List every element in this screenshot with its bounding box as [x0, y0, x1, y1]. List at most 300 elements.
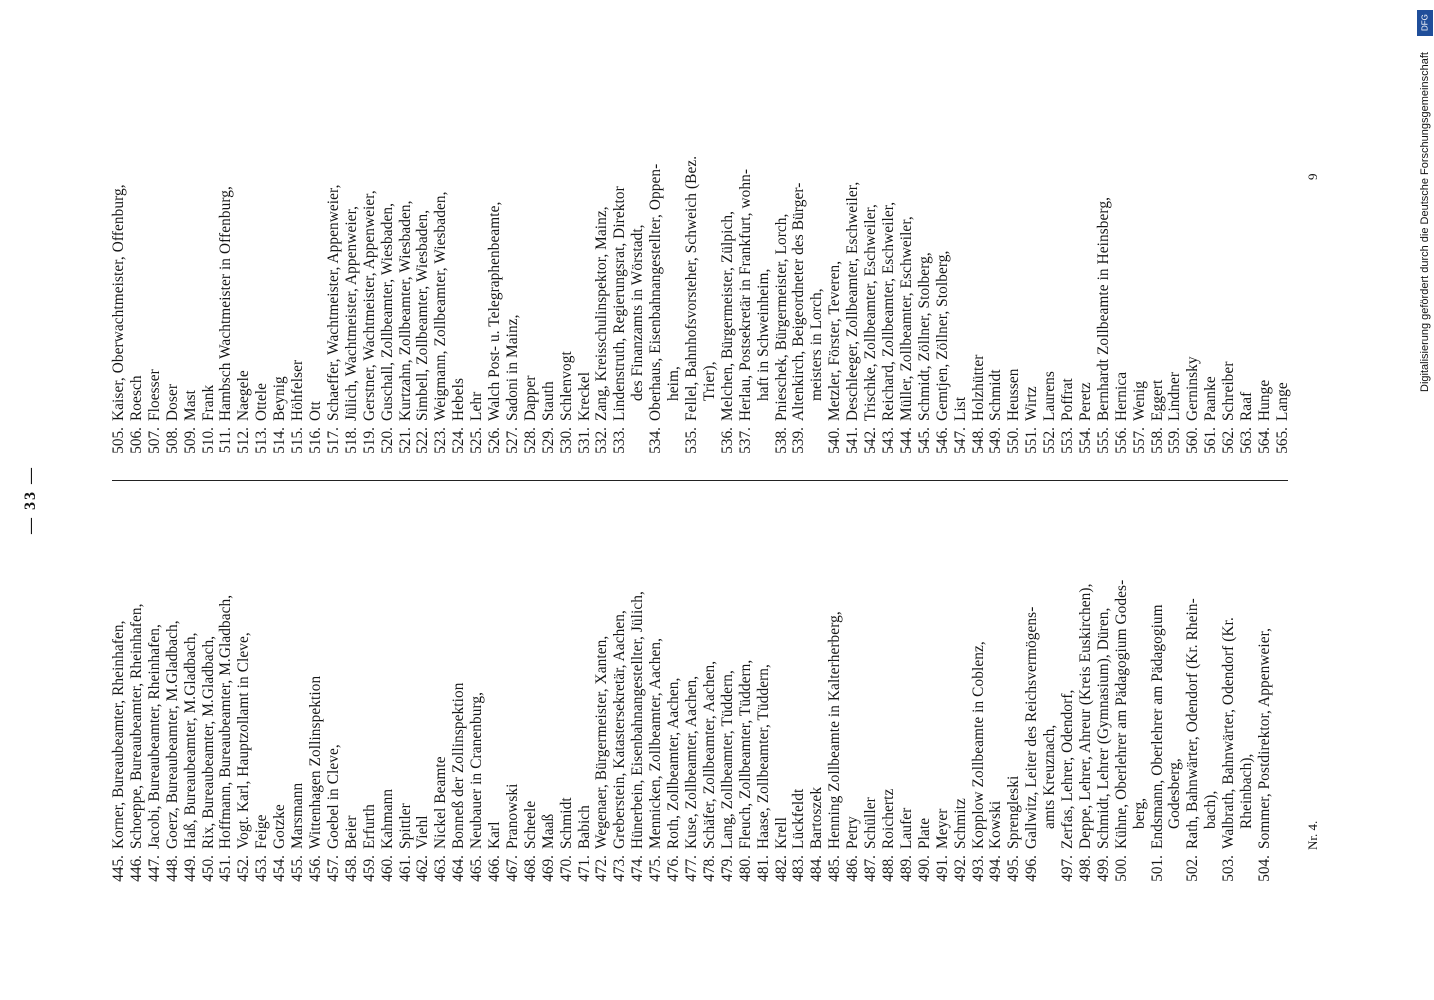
entry-text: Scheele [521, 800, 539, 849]
entry-row [1041, 57, 1059, 467]
entry-number: 524. [450, 427, 468, 454]
entry-row [701, 57, 719, 467]
entry-row [432, 57, 450, 467]
entry-number: 506. [127, 427, 145, 454]
entry-number: 459. [360, 855, 378, 882]
entry-number: 466. [486, 855, 504, 882]
entry-text: Naegele [235, 370, 253, 421]
entry-number: 538. [772, 427, 790, 454]
entry-row [1238, 57, 1256, 467]
entry-number: 537. [736, 427, 754, 454]
entry-row [647, 57, 665, 467]
entry-row [235, 57, 253, 467]
footer-signature-mark: 9 [1305, 173, 1320, 180]
entry-row [629, 57, 647, 467]
entry-text: Sprengleski [1005, 775, 1023, 849]
entry-row [361, 57, 379, 467]
entry-text: Ottele [253, 383, 271, 421]
entry-text: Reichard, Zollbeamter, Eschweiler, [879, 201, 897, 421]
entry-number: 507. [145, 427, 163, 454]
entry-number: 520. [378, 427, 396, 454]
entry-text: Schäfer, Zollbeamter, Aachen, [700, 660, 718, 849]
entry-text: Poffrat [1059, 378, 1077, 421]
entry-row [146, 57, 164, 467]
entry-number: 469. [539, 855, 557, 882]
entry-row [1113, 485, 1131, 895]
entry-text: Deschleeger, Zollbeamter, Eschweiler, [844, 181, 862, 421]
entry-row [110, 57, 128, 467]
entry-text: Wegenaer, Bürgermeister, Xanten, [593, 635, 611, 849]
entry-row [307, 57, 325, 467]
entry-row [200, 57, 218, 467]
entry-number: 535. [683, 427, 700, 454]
entry-text: Jülich, Wachtmeister, Appenweier, [342, 205, 360, 421]
entry-number: 484. [808, 855, 826, 882]
entry-row [1220, 485, 1238, 895]
entry-number: 467. [503, 855, 521, 882]
entry-row [200, 485, 218, 895]
entry-row [1023, 485, 1041, 895]
entry-row [1059, 57, 1077, 467]
entry-row [862, 57, 880, 467]
entry-text: List [951, 396, 969, 421]
entry-text: Bartoszek [808, 786, 826, 849]
entry-number: 550. [1005, 427, 1023, 454]
entry-number [1131, 849, 1149, 895]
entry-number: 483. [790, 855, 808, 882]
entry-number: 529. [539, 427, 557, 454]
entry-text: Gotzke [271, 804, 289, 849]
entry-row [128, 485, 146, 895]
entry-number: 460. [378, 855, 396, 882]
entry-number: 461. [396, 855, 414, 882]
entry-text: haft in Schweinheim, [754, 268, 772, 401]
entry-row [1131, 485, 1149, 895]
entry-row [629, 485, 647, 895]
entry-text: Kaiser, Oberwachtmeister, Offenburg, [110, 184, 127, 421]
entry-row [325, 57, 343, 467]
entry-row [576, 57, 594, 467]
entry-row [701, 485, 719, 895]
entry-row [1149, 57, 1167, 467]
entry-number: 478. [700, 855, 718, 882]
entry-text: Walch Post- u. Telegraphenbeamte, [486, 201, 504, 421]
entry-number: 544. [897, 427, 915, 454]
entry-text: Guschall, Zollbeamter, Wiesbaden, [378, 202, 396, 421]
entry-text: Zerfas, Lehrer, Odendorf, [1059, 689, 1077, 849]
entry-text: Plate [915, 817, 933, 849]
entry-row [1184, 485, 1202, 895]
entry-row [289, 485, 307, 895]
entry-text: Hernica [1112, 371, 1130, 421]
entry-row [1166, 57, 1184, 467]
entry-row [1184, 57, 1202, 467]
entry-number: 499. [1094, 855, 1112, 882]
entry-number: 505. [110, 427, 127, 454]
entry-row [593, 485, 611, 895]
entry-row [1005, 57, 1023, 467]
entry-row [146, 485, 164, 895]
entry-row [397, 57, 415, 467]
entry-text: Kurtzahn, Zollbeamter, Wiesbaden, [396, 200, 414, 421]
entry-text: Lindner [1166, 371, 1184, 421]
entry-list-left [110, 485, 1274, 895]
entry-number: 452. [235, 855, 253, 882]
entry-text: Feige [253, 814, 271, 849]
entry-text: Haß, Bureaubeamter, M.Gladbach, [181, 632, 199, 849]
entry-text: Schoeppe, Bureaubeamter, Rheinhafen, [127, 603, 145, 849]
entry-text: Babich [575, 805, 593, 849]
entry-number: 521. [396, 427, 414, 454]
entry-number: 533. [611, 427, 629, 454]
entry-row [611, 57, 629, 467]
entry-text: Pnieschek, Bürgermeister, Lorch, [772, 213, 790, 421]
entry-row [540, 57, 558, 467]
entry-row [217, 485, 235, 895]
entry-text: Höhfelser [289, 359, 307, 421]
entry-text: Haase, Zollbeamter, Tüddern, [754, 664, 772, 849]
entry-text: Jacobi, Bureaubeamter, Rheinhafen, [145, 624, 163, 849]
entry-number: 486. [844, 855, 862, 882]
entry-number: 522. [414, 427, 432, 454]
entry-number [1041, 849, 1059, 895]
entry-row [719, 485, 737, 895]
entry-text: Wittenhagen Zollinspektion [306, 675, 324, 849]
entry-row [898, 57, 916, 467]
entry-text: Rix, Bureaubeamter, M.Gladbach, [199, 635, 217, 849]
entry-row [343, 57, 361, 467]
entry-text: Frank [199, 384, 217, 421]
entry-number: 458. [342, 855, 360, 882]
entry-number: 450. [199, 855, 217, 882]
entry-text: Schlenvogt [557, 351, 575, 421]
entry-text: Gerninsky [1184, 356, 1202, 421]
entry-number [1238, 849, 1256, 895]
entry-text: Gemtjen, Zöllner, Stolberg, [933, 250, 951, 421]
entry-row [916, 485, 934, 895]
entry-row [647, 485, 665, 895]
entry-row [1149, 485, 1167, 895]
entry-number: 473. [611, 855, 629, 882]
entry-number: 562. [1220, 427, 1238, 454]
entry-text: Korner, Bureaubeamter, Rheinhafen, [110, 620, 127, 849]
entry-number: 545. [915, 427, 933, 454]
entry-row [576, 485, 594, 895]
entry-number: 488. [879, 855, 897, 882]
entry-row [1023, 57, 1041, 467]
entry-row [934, 57, 952, 467]
entry-number: 482. [772, 855, 790, 882]
entry-text: Kahmann [378, 788, 396, 849]
entry-number [1166, 849, 1184, 895]
entry-row [916, 57, 934, 467]
entry-row [182, 57, 200, 467]
digitization-credit: Digitalisierung gefördert durch die Deutsche Forschungsgemeinschaft [1419, 52, 1431, 392]
entry-number: 477. [683, 855, 700, 882]
entry-text: Dapper [521, 375, 539, 421]
column-divider [112, 480, 1288, 481]
entry-number: 549. [987, 427, 1005, 454]
entry-row [325, 485, 343, 895]
entry-row [1220, 57, 1238, 467]
entry-text: Schmidt [557, 797, 575, 849]
entry-text: Petry [844, 816, 862, 849]
footer-issue-number: Nr. 4. [1305, 820, 1320, 850]
entry-row [397, 485, 415, 895]
entry-text: Viehl [414, 815, 432, 849]
entry-row [253, 485, 271, 895]
entry-number: 446. [127, 855, 145, 882]
entry-number: 510. [199, 427, 217, 454]
entry-number: 457. [324, 855, 342, 882]
entry-number: 557. [1130, 427, 1148, 454]
entry-number: 511. [217, 427, 235, 454]
entry-row [504, 485, 522, 895]
entry-number: 539. [790, 427, 808, 454]
entry-row [987, 485, 1005, 895]
entry-text: Zang, Kreisschulinspektor, Mainz, [593, 206, 611, 421]
entry-text: des Finanzamts in Wörstadt, [629, 224, 647, 401]
entry-text: Neubauer in Cranenburg, [468, 691, 486, 849]
entry-text: Godesberg, [1166, 758, 1184, 829]
entry-row [1256, 485, 1274, 895]
entry-text: Goerz, Bureaubeamter, M.Gladbach, [163, 620, 181, 849]
entry-row [1041, 485, 1059, 895]
entry-text: Trier), [700, 361, 718, 401]
entry-number [701, 421, 719, 467]
entry-row [952, 57, 970, 467]
entry-row [952, 485, 970, 895]
entry-text: Karl [486, 821, 504, 849]
entry-number: 491. [933, 855, 951, 882]
entry-number: 481. [754, 855, 772, 882]
entry-number: 508. [163, 427, 181, 454]
entry-text: Raaf [1238, 391, 1256, 421]
entry-row [970, 57, 988, 467]
entry-number: 453. [253, 855, 271, 882]
entry-number: 540. [826, 427, 844, 454]
entry-text: Mast [181, 390, 199, 421]
entry-row [432, 485, 450, 895]
entry-row [289, 57, 307, 467]
entry-row [755, 485, 773, 895]
entry-text: Rheinbach), [1238, 753, 1256, 829]
entry-text: Peretz [1076, 382, 1094, 421]
entry-text: Paanke [1202, 376, 1220, 421]
entry-text: Pranowski [503, 783, 521, 849]
entry-row [1077, 57, 1095, 467]
entry-row [755, 57, 773, 467]
entry-number: 513. [253, 427, 271, 454]
entry-number: 554. [1076, 427, 1094, 454]
entry-number: 518. [342, 427, 360, 454]
entry-number: 551. [1023, 427, 1041, 454]
entry-row [486, 57, 504, 467]
entry-row [468, 485, 486, 895]
entry-text: Greberstein, Katastersekretär, Aachen, [611, 610, 629, 849]
entry-number [808, 421, 826, 467]
entry-text: Schmitz [951, 798, 969, 849]
entry-row [1238, 485, 1256, 895]
entry-row [343, 485, 361, 895]
entry-row [665, 485, 683, 895]
entry-text: Beier [342, 815, 360, 849]
entry-text: Lang, Zollbeamter, Tüddern, [718, 670, 736, 849]
entry-text: Endsmann, Oberlehrer am Pädagogium [1148, 604, 1166, 849]
entry-number: 448. [163, 855, 181, 882]
entry-row [790, 485, 808, 895]
entry-number: 515. [289, 427, 307, 454]
entry-text: Kowski [987, 800, 1005, 849]
entry-text: Laufer [897, 807, 915, 849]
entry-text: Hambsch Wachtmeister in Offenburg, [217, 186, 235, 421]
entry-number: 547. [951, 427, 969, 454]
entry-text: Henning Zollbeamte in Kalterherberg, [826, 611, 844, 849]
entry-row [450, 485, 468, 895]
entry-text: Kopplow Zollbeamte in Coblenz, [969, 641, 987, 849]
entry-text: Ott [306, 401, 324, 421]
entry-number: 489. [897, 855, 915, 882]
entry-number: 487. [862, 855, 880, 882]
entry-row [862, 485, 880, 895]
entry-text: Lindenstruth, Regierungsrat, Direktor [611, 186, 629, 421]
entry-row [128, 57, 146, 467]
entry-number: 451. [217, 855, 235, 882]
entry-number: 475. [647, 855, 665, 882]
entry-number: 555. [1094, 427, 1112, 454]
entry-number: 462. [414, 855, 432, 882]
entry-number: 536. [718, 427, 736, 454]
entry-list-right [110, 57, 1292, 467]
entry-text: Kühne, Oberlehrer am Pädagogium Godes- [1112, 579, 1130, 849]
entry-row [934, 485, 952, 895]
entry-text: Floesser [145, 369, 163, 421]
entry-text: Altenkirch, Beigeordneter des Bürger- [790, 182, 808, 421]
entry-number: 542. [862, 427, 880, 454]
entry-row [826, 485, 844, 895]
entry-text: Marsmann [289, 782, 307, 849]
entry-text: Sadoni in Mainz, [503, 314, 521, 421]
entry-number: 468. [521, 855, 539, 882]
entry-text: Müller, Zollbeamter, Eschweiler, [897, 216, 915, 421]
entry-number: 490. [915, 855, 933, 882]
entry-number: 553. [1059, 427, 1077, 454]
entry-number: 496. [1023, 855, 1041, 882]
entry-text: Goebel in Cleve, [324, 744, 342, 849]
entry-row [773, 485, 791, 895]
entry-text: Trischke, Zollbeamter, Eschweiler, [862, 204, 880, 421]
entry-text: Schreiber [1220, 361, 1238, 421]
entry-number: 560. [1184, 427, 1202, 454]
entry-row [898, 485, 916, 895]
entry-number: 472. [593, 855, 611, 882]
entry-row [1131, 57, 1149, 467]
entry-row [665, 57, 683, 467]
entry-text: Metzler, Förster, Teveren, [826, 260, 844, 421]
entry-text: Schmidt [987, 369, 1005, 421]
entry-text: Hebels [450, 377, 468, 421]
entry-number: 517. [324, 427, 342, 454]
entry-number: 471. [575, 855, 593, 882]
entry-text: Kreckel [575, 371, 593, 421]
entry-number: 498. [1076, 855, 1094, 882]
entry-number: 559. [1166, 427, 1184, 454]
entry-row [1113, 57, 1131, 467]
entry-number: 563. [1238, 427, 1256, 454]
entry-row [808, 485, 826, 895]
entry-text: Lehr [468, 391, 486, 421]
entry-text: meisters in Lorch, [808, 288, 826, 401]
entry-number: 561. [1202, 427, 1220, 454]
entry-text: Lückfeldt [790, 788, 808, 849]
entry-row [611, 485, 629, 895]
entry-row [826, 57, 844, 467]
entry-row [880, 57, 898, 467]
entry-row [504, 57, 522, 467]
entry-row [522, 485, 540, 895]
entry-row [468, 57, 486, 467]
entry-text: heim, [665, 366, 683, 401]
entry-text: Weigmann, Zollbeamter, Wiesbaden, [432, 191, 450, 421]
entry-row [1095, 485, 1113, 895]
entry-row [719, 57, 737, 467]
entry-number: 526. [486, 427, 504, 454]
entry-row [773, 57, 791, 467]
entry-row [970, 485, 988, 895]
entry-number: 552. [1041, 427, 1059, 454]
entry-text: Schmidt, Zöllner, Stolberg, [915, 252, 933, 421]
entry-number: 516. [306, 427, 324, 454]
entry-text: Walbrath, Bahnwärter, Odendorf (Kr. [1220, 617, 1238, 849]
entry-text: berg, [1130, 797, 1148, 829]
entry-number: 476. [665, 855, 683, 882]
entry-text: Simbell, Zollbeamter, Wiesbaden, [414, 209, 432, 421]
entry-row [1005, 485, 1023, 895]
entry-number: 504. [1256, 855, 1273, 882]
entry-text: Melchen, Bürgermeister, Zülpich, [718, 210, 736, 421]
entry-text: Holzhütter [969, 354, 987, 421]
entry-text: Sommer, Postdirektor, Appenweier, [1256, 627, 1273, 849]
entry-number: 509. [181, 427, 199, 454]
entry-text: Hünerbein, Eisenbahnangestellter, Jülich, [629, 591, 647, 849]
entry-number: 514. [271, 427, 289, 454]
entry-number: 485. [826, 855, 844, 882]
entry-row [271, 485, 289, 895]
entry-number: 565. [1273, 427, 1291, 454]
entry-row [844, 485, 862, 895]
entry-number: 465. [468, 855, 486, 882]
entry-number: 479. [718, 855, 736, 882]
entry-number: 525. [468, 427, 486, 454]
entry-number: 528. [521, 427, 539, 454]
entry-number: 512. [235, 427, 253, 454]
entry-text: Spittler [396, 803, 414, 849]
entry-number: 500. [1112, 855, 1130, 882]
entry-row [737, 57, 755, 467]
entry-text: Rath, Bahnwärter, Odendorf (Kr. Rhein- [1184, 598, 1202, 849]
entry-row [182, 485, 200, 895]
entry-text: Roesch [127, 375, 145, 421]
entry-text: Herlau, Postsekretär in Frankfurt, wohn- [736, 168, 754, 421]
entry-row [253, 57, 271, 467]
entry-number: 503. [1220, 855, 1238, 882]
entry-text: Schaeffer, Wachtmeister, Appenweier, [324, 184, 342, 421]
entry-number [1202, 849, 1220, 895]
entry-number [629, 421, 647, 467]
entry-row [1166, 485, 1184, 895]
entry-number: 480. [736, 855, 754, 882]
entry-text: Mennicken, Zollbeamter, Aachen, [647, 637, 665, 849]
